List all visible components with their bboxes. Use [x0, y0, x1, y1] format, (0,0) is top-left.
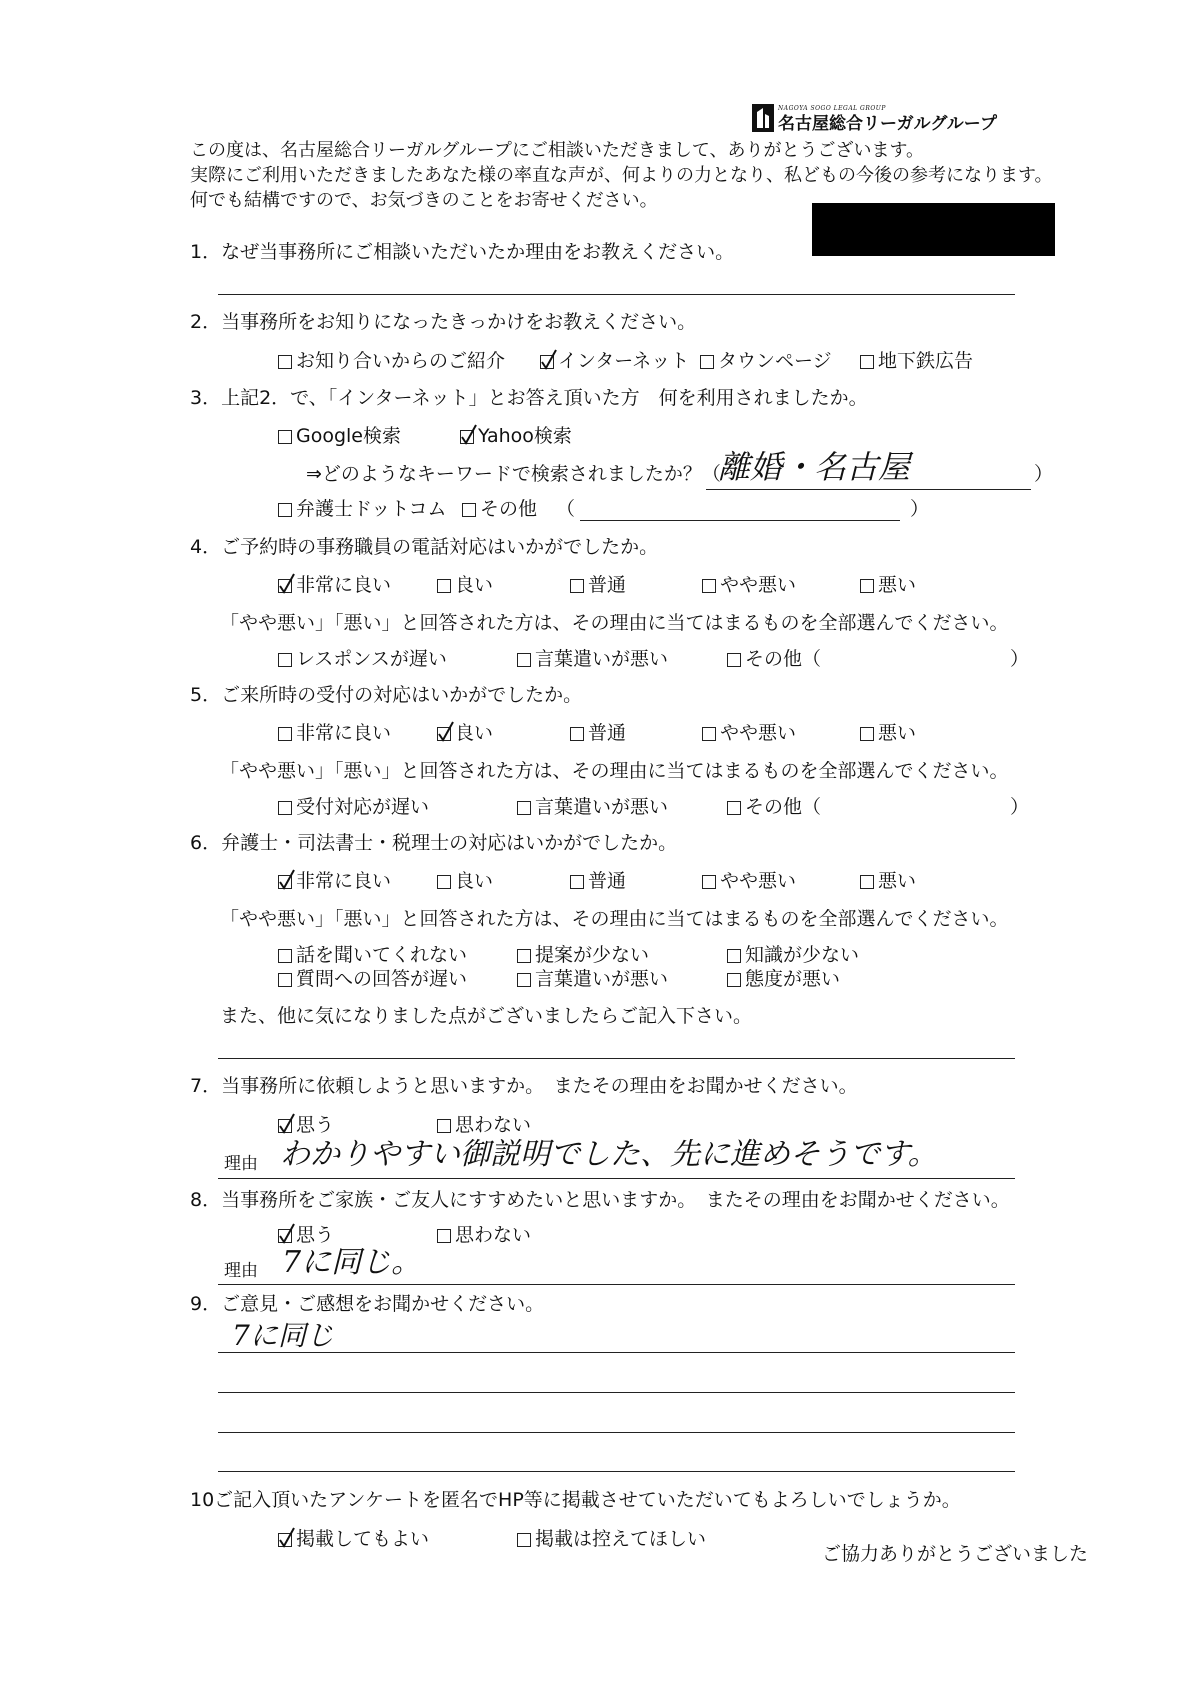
q2-text: 2．当事務所をお知りになったきっかけをお教えください。 — [190, 311, 697, 333]
q9-line-3 — [218, 1432, 1015, 1433]
q6-reason-2[interactable]: 提案が少ない — [517, 946, 649, 965]
checkbox[interactable] — [278, 653, 292, 667]
checkbox[interactable] — [437, 1229, 451, 1243]
checkbox[interactable] — [702, 579, 716, 593]
checkbox[interactable] — [727, 653, 741, 667]
q7-option-no[interactable]: 思わない — [437, 1116, 531, 1135]
q9-answer: 7に同じ — [232, 1319, 334, 1352]
checkbox[interactable] — [517, 801, 531, 815]
q3-keyword-answer: 離婚・名古屋 — [718, 448, 911, 486]
checkbox[interactable] — [437, 875, 451, 889]
checkbox[interactable] — [437, 1119, 451, 1133]
checkbox[interactable] — [278, 949, 292, 963]
checkbox[interactable] — [278, 503, 292, 517]
q4-reason-1[interactable]: レスポンスが遅い — [278, 650, 447, 669]
logo-en-text: NAGOYA SOGO LEGAL GROUP — [778, 105, 886, 112]
q3-keyword-line — [706, 489, 1031, 490]
checkbox[interactable] — [278, 727, 292, 741]
q8-text: 8．当事務所をご家族・ご友人にすすめたいと思いますか。 またその理由をお聞かせください。 — [190, 1189, 1010, 1211]
q10-text: 10ご記入頂いたアンケートを匿名でHP等に掲載させていただいてもよろしいでしょうか。 — [190, 1489, 961, 1511]
q3-text: 3．上記2．で、「インターネット」とお答え頂いた方 何を利用されましたか。 — [190, 387, 868, 409]
checkbox-checked[interactable] — [278, 579, 292, 593]
q3-keyword-close: ） — [1034, 463, 1054, 485]
intro-line-3: 何でも結構ですので、お気づきのことをお寄せください。 — [190, 190, 658, 211]
checkbox[interactable] — [278, 801, 292, 815]
q6-reason-5[interactable]: 言葉遣いが悪い — [517, 970, 668, 989]
q8-reason-label: 理由 — [224, 1261, 258, 1281]
q10-option-no[interactable]: 掲載は控えてほしい — [517, 1530, 706, 1549]
checkbox[interactable] — [517, 949, 531, 963]
q3-option-google[interactable]: Google検索 — [278, 427, 401, 446]
q5-reason-3[interactable]: その他（ — [727, 798, 821, 817]
q9-line-4 — [218, 1471, 1015, 1472]
q6-reason-1[interactable]: 話を聞いてくれない — [278, 946, 467, 965]
checkbox[interactable] — [437, 579, 451, 593]
q4-option-3[interactable]: 普通 — [570, 576, 626, 595]
q4-option-4[interactable]: やや悪い — [702, 576, 796, 595]
checkbox[interactable] — [700, 355, 714, 369]
checkbox[interactable] — [278, 973, 292, 987]
q9-line-1 — [218, 1352, 1015, 1353]
q5-option-1[interactable]: 非常に良い — [278, 724, 391, 743]
q9-text: 9．ご意見・ご感想をお聞かせください。 — [190, 1293, 545, 1315]
checkbox[interactable] — [517, 1533, 531, 1547]
q3-option-bengoshi[interactable]: 弁護士ドットコム — [278, 500, 446, 519]
checkbox-checked[interactable] — [278, 1229, 292, 1243]
checkbox[interactable] — [517, 973, 531, 987]
q5-option-4[interactable]: やや悪い — [702, 724, 796, 743]
checkbox[interactable] — [570, 727, 584, 741]
q5-followup: 「やや悪い」「悪い」と回答された方は、その理由に当てはまるものを全部選んでください。 — [220, 760, 1009, 782]
checkbox[interactable] — [278, 430, 292, 444]
checkbox-checked[interactable] — [437, 727, 451, 741]
checkbox[interactable] — [860, 875, 874, 889]
q8-option-yes[interactable]: 思う — [278, 1226, 334, 1245]
q5-reason-1[interactable]: 受付対応が遅い — [278, 798, 429, 817]
checkbox[interactable] — [702, 727, 716, 741]
q4-reason-3[interactable]: その他（ — [727, 650, 821, 669]
checkbox[interactable] — [570, 579, 584, 593]
q8-option-no[interactable]: 思わない — [437, 1226, 531, 1245]
q7-reason-answer: わかりやすい御説明でした、先に進めそうです。 — [280, 1137, 938, 1172]
checkbox[interactable] — [570, 875, 584, 889]
q2-option-townpage[interactable]: タウンページ — [700, 352, 832, 371]
checkbox-checked[interactable] — [278, 1533, 292, 1547]
checkbox[interactable] — [860, 355, 874, 369]
q1-text: 1．なぜ当事務所にご相談いただいたか理由をお教えください。 — [190, 241, 735, 263]
q4-option-2[interactable]: 良い — [437, 576, 493, 595]
q10-option-yes[interactable]: 掲載してもよい — [278, 1530, 429, 1549]
checkbox[interactable] — [727, 949, 741, 963]
q6-option-4[interactable]: やや悪い — [702, 872, 796, 891]
redacted-block — [812, 203, 1055, 256]
q7-text: 7．当事務所に依頼しようと思いますか。 またその理由をお聞かせください。 — [190, 1075, 858, 1097]
q4-text: 4．ご予約時の事務職員の電話対応はいかがでしたか。 — [190, 536, 659, 558]
q9-line-2 — [218, 1392, 1015, 1393]
checkbox[interactable] — [727, 801, 741, 815]
q4-followup: 「やや悪い」「悪い」と回答された方は、その理由に当てはまるものを全部選んでください。 — [220, 612, 1009, 634]
checkbox[interactable] — [702, 875, 716, 889]
q3-other-close: ） — [910, 498, 930, 520]
checkbox[interactable] — [278, 355, 292, 369]
q6-answer-line — [218, 1058, 1015, 1059]
closing-text: ご協力ありがとうございました — [822, 1543, 1089, 1565]
q3-option-yahoo[interactable]: Yahoo検索 — [460, 427, 572, 446]
logo-jp-text: 名古屋総合リーガルグループ — [778, 114, 997, 134]
checkbox[interactable] — [517, 653, 531, 667]
q3-other-line — [580, 520, 900, 521]
checkbox-checked[interactable] — [278, 875, 292, 889]
checkbox-checked[interactable] — [278, 1119, 292, 1133]
checkbox-checked[interactable] — [540, 355, 554, 369]
q5-option-5[interactable]: 悪い — [860, 724, 916, 743]
q5-reason-2[interactable]: 言葉遣いが悪い — [517, 798, 668, 817]
checkbox-checked[interactable] — [460, 430, 474, 444]
q1-answer-line — [218, 294, 1015, 295]
q2-option-internet[interactable]: インターネット — [540, 352, 689, 371]
checkbox[interactable] — [462, 503, 476, 517]
q5-option-3[interactable]: 普通 — [570, 724, 626, 743]
q6-text: 6．弁護士・司法書士・税理士の対応はいかがでしたか。 — [190, 832, 678, 854]
logo-icon — [752, 104, 774, 132]
intro-line-1: この度は、名古屋総合リーガルグループにご相談いただきまして、ありがとうございます。 — [190, 140, 925, 161]
q6-option-1[interactable]: 非常に良い — [278, 872, 391, 891]
q8-reason-line — [218, 1284, 1015, 1285]
q6-option-2[interactable]: 良い — [437, 872, 493, 891]
q2-option-referral[interactable]: お知り合いからのご紹介 — [278, 352, 505, 371]
q3-other-open: （ — [556, 498, 576, 520]
q6-option-5[interactable]: 悪い — [860, 872, 916, 891]
q8-reason-answer: 7に同じ。 — [282, 1245, 422, 1280]
q6-option-3[interactable]: 普通 — [570, 872, 626, 891]
q6-reason-4[interactable]: 質問への回答が遅い — [278, 970, 467, 989]
q7-reason-label: 理由 — [224, 1154, 258, 1174]
q5-text: 5．ご来所時の受付の対応はいかがでしたか。 — [190, 684, 583, 706]
q2-option-subway[interactable]: 地下鉄広告 — [860, 352, 973, 371]
q6-followup: 「やや悪い」「悪い」と回答された方は、その理由に当てはまるものを全部選んでください。 — [220, 908, 1009, 930]
intro-line-2: 実際にご利用いただきましたあなた様の率直な声が、何よりの力となり、私どもの今後の参考になります。 — [190, 165, 1053, 186]
q6-reason-3[interactable]: 知識が少ない — [727, 946, 859, 965]
q5-reason-close: ） — [1010, 796, 1030, 818]
q3-option-other[interactable]: その他 — [462, 500, 537, 519]
q7-option-yes[interactable]: 思う — [278, 1116, 334, 1135]
q3-keyword-prompt: ⇒どのようなキーワードで検索されましたか？（ — [306, 463, 721, 485]
q6-reason-6[interactable]: 態度が悪い — [727, 970, 840, 989]
checkbox[interactable] — [727, 973, 741, 987]
q4-option-1[interactable]: 非常に良い — [278, 576, 391, 595]
q7-reason-line — [218, 1178, 1015, 1179]
checkbox[interactable] — [860, 727, 874, 741]
q4-option-5[interactable]: 悪い — [860, 576, 916, 595]
q4-reason-close: ） — [1010, 648, 1030, 670]
checkbox[interactable] — [860, 579, 874, 593]
q4-reason-2[interactable]: 言葉遣いが悪い — [517, 650, 668, 669]
q5-option-2[interactable]: 良い — [437, 724, 493, 743]
q6-other-prompt: また、他に気になりました点がございましたらご記入下さい。 — [220, 1005, 753, 1027]
